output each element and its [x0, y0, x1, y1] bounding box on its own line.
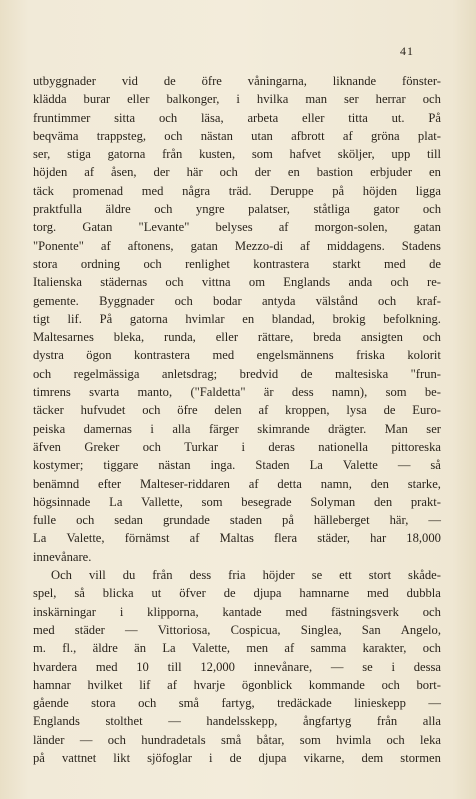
- text-line: kostymer; tiggare nästan inga. Staden La Valette — så: [33, 458, 441, 473]
- text-line: täcker hufvudet och öfre delen af kroppen, lysa de Euro-: [33, 403, 441, 418]
- text-line: peiska damernas i alla färger skimrande drägter. Man ser: [33, 421, 441, 436]
- text-line: högsinnade La Vallette, som besegrade Solyman den prakt-: [33, 494, 441, 509]
- text-line: ser, stiga gatorna från kusten, som hafvet sköljer, upp till: [33, 147, 441, 162]
- text-line: och regelmässiga anletsdrag; bredvid de maltesiska "frun-: [33, 366, 441, 381]
- text-line: inskärningar i klipporna, kantade med fästningsverk och: [33, 604, 441, 619]
- text-line: klädda burar eller balkonger, i hvilka man ser herrar och: [33, 92, 441, 107]
- text-line: äfven Greker och Turkar i deras nationella pittoreska: [33, 439, 441, 454]
- text-line: beqväma trappsteg, och nästan utan afbrott af gröna plat-: [33, 128, 441, 143]
- text-line: fruntimmer sitta och läsa, arbeta eller titta ut. På: [33, 110, 441, 125]
- text-line: Englands stolthet — handelsskepp, ångfartyg från alla: [33, 714, 441, 729]
- text-line: torg. Gatan "Levante" belyses af morgon-solen, gatan: [33, 220, 441, 235]
- text-line: timrens svarta manto, ("Faldetta" är dess namn), som be-: [33, 385, 441, 400]
- body-text: [33, 72, 441, 767]
- text-line: praktfulla äldre och yngre palatser, ståtliga gator och: [33, 202, 441, 217]
- text-line: gående stora och små fartyg, tredäckade linieskepp —: [33, 696, 441, 711]
- page-number: 41: [400, 44, 414, 58]
- text-line: gemente. Byggnader och bodar antyda välstånd och kraf-: [33, 293, 441, 308]
- text-line: Italienska städernas och vittna om Englands anda och re-: [33, 275, 441, 290]
- text-line: dystra ögon kontrastera med engelsmännens friska kolorit: [33, 348, 441, 363]
- text-line: utbyggnader vid de öfre våningarna, liknande fönster-: [33, 74, 441, 88]
- text-line: benämnd efter Malteser-riddaren af detta namn, den starke,: [33, 476, 441, 491]
- text-line: spel, så blicka ut öfver de djupa hamnarne med dubbla: [33, 586, 441, 601]
- text-line: fulle och sedan grundade staden på hälleberget här, —: [33, 513, 441, 528]
- text-line: på vattnet likt sjöfoglar i de djupa vikarne, dem stormen: [33, 750, 441, 765]
- text-line: Maltesarnes bleka, runda, eller rättare, breda ansigten och: [33, 330, 441, 345]
- text-line: Och vill du från dess fria höjder se ett stort skåde-: [51, 568, 441, 583]
- text-line: med städer — Vittoriosa, Cospicua, Singlea, San Angelo,: [33, 622, 441, 637]
- text-line: La Valette, förnämst af Maltas flera städer, har 18,000: [33, 531, 441, 546]
- text-line: stora ordning och renlighet kontrastera starkt med de: [33, 256, 441, 271]
- text-line: höjden af åsen, der här och der en bastion erbjuder en: [33, 165, 441, 180]
- text-line: innevånare.: [33, 549, 92, 564]
- text-line: länder — och hundradetals små båtar, som hvimla och leka: [33, 732, 441, 747]
- text-line: tigt lif. På gatorna hvimlar en blandad, brokig befolkning.: [33, 311, 441, 326]
- text-line: täck promenad med några träd. Deruppe på höjden ligga: [33, 183, 441, 198]
- text-line: hvardera med 10 till 12,000 innevånare, — se i dessa: [33, 659, 441, 674]
- text-line: m. fl., äldre än La Valette, men af samma karakter, och: [33, 641, 441, 656]
- text-line: "Ponente" af aftonens, gatan Mezzo-di af middagens. Stadens: [33, 238, 441, 253]
- text-line: hamnar hvilket lif af hvarje ögonblick kommande och bort-: [33, 677, 441, 692]
